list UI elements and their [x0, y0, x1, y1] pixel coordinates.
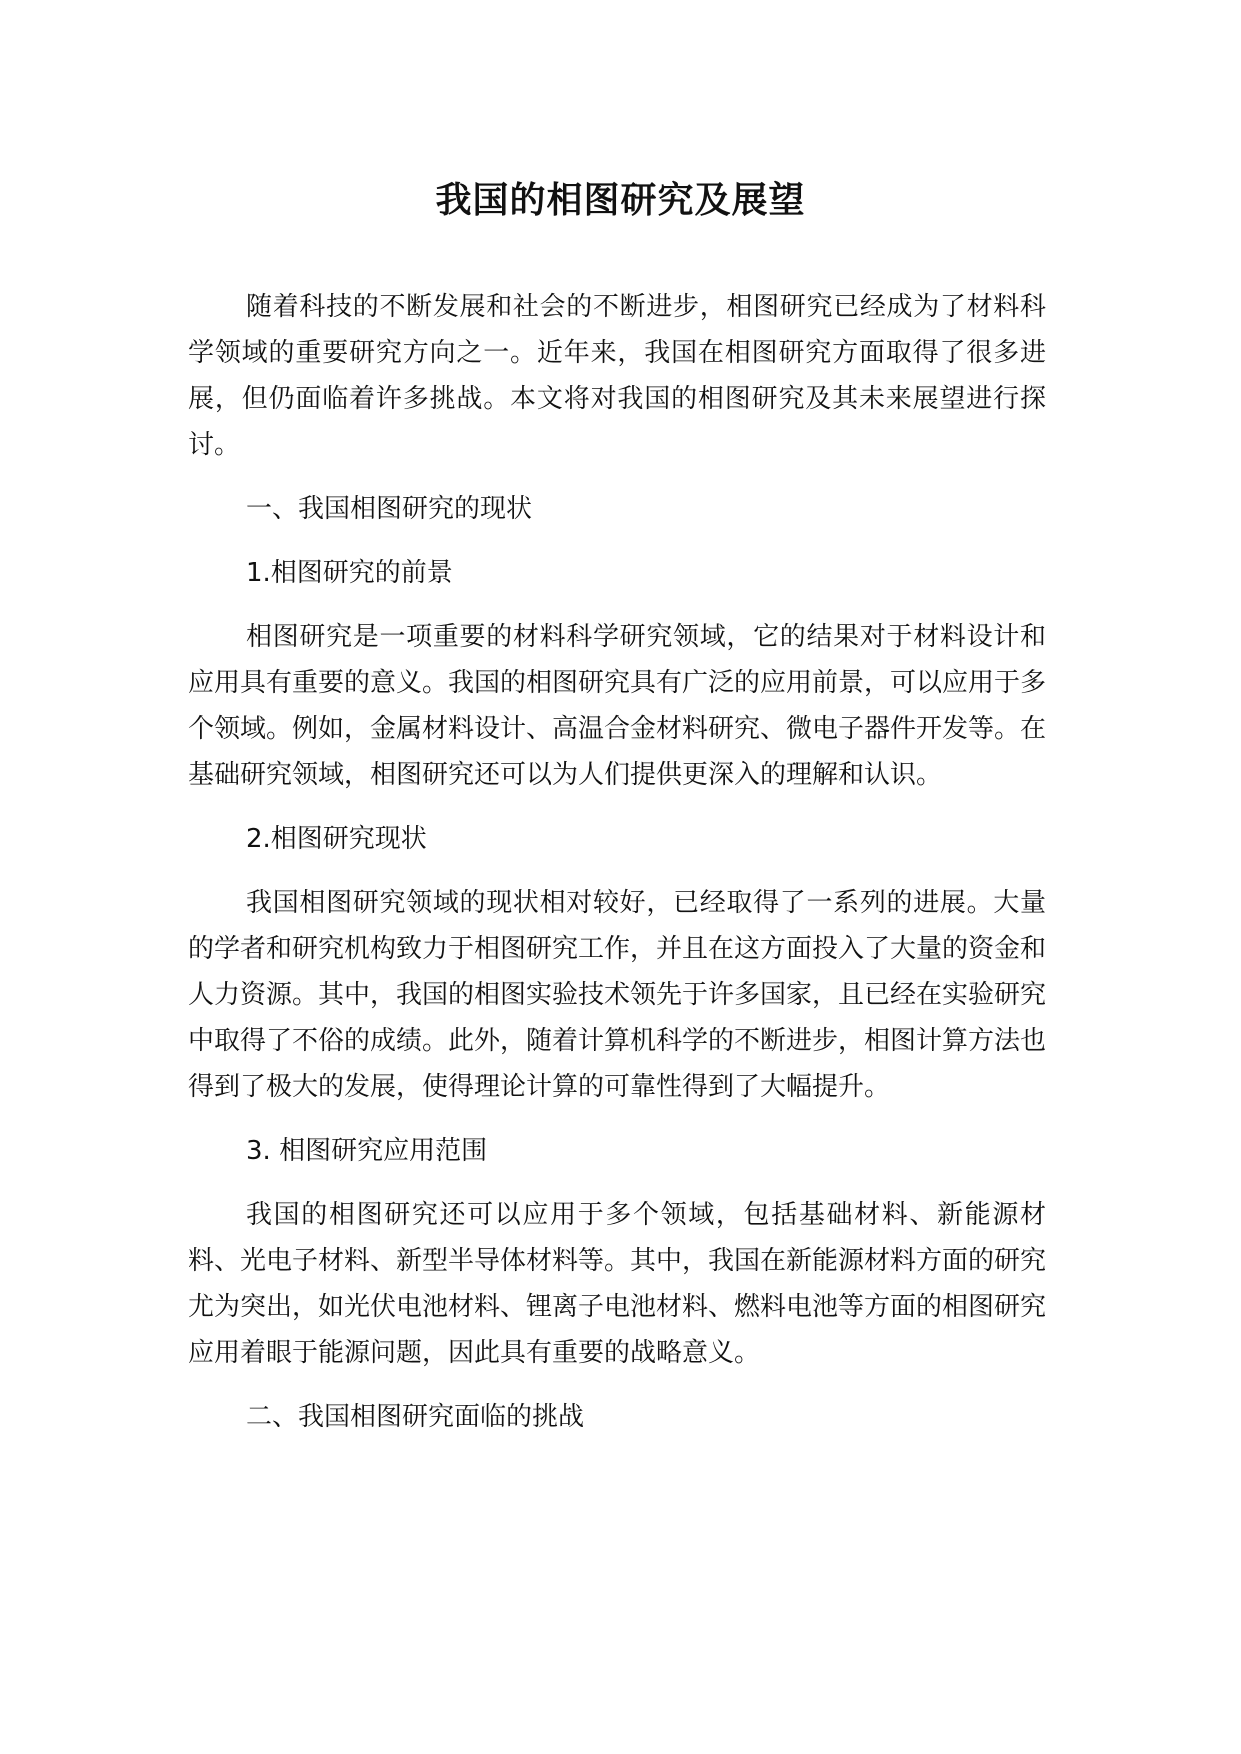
subsection-heading-1-3: 3. 相图研究应用范围 — [246, 1136, 488, 1166]
intro-paragraph: 随着科技的不断发展和社会的不断进步，相图研究已经成为了材料科学领域的重要研究方向之一。近年来，我国在相图研究方面取得了很多进展，但仍面临着许多挑战。本文将对我国的相图研究及其未来展望进行探讨。 — [188, 292, 1046, 460]
paragraph-prospects: 相图研究是一项重要的材料科学研究领域，它的结果对于材料设计和应用具有重要的意义。我国的相图研究具有广泛的应用前景，可以应用于多个领域。例如，金属材料设计、高温合金材料研究、微电子器件开发等。在基础研究领域，相图研究还可以为人们提供更深入的理解和认识。 — [188, 622, 1047, 790]
subsection-heading-1-2: 2.相图研究现状 — [246, 824, 427, 854]
section-heading-1: 一、我国相图研究的现状 — [246, 494, 533, 524]
section-heading-2: 二、我国相图研究面临的挑战 — [246, 1402, 585, 1432]
subsection-heading-1-1: 1.相图研究的前景 — [246, 558, 453, 588]
paragraph-applications: 我国的相图研究还可以应用于多个领域，包括基础材料、新能源材料、光电子材料、新型半导体材料等。其中，我国在新能源材料方面的研究尤为突出，如光伏电池材料、锂离子电池材料、燃料电池等方面的相图研究应用着眼于能源问题，因此具有重要的战略意义。 — [188, 1200, 1047, 1368]
document-title: 我国的相图研究及展望 — [435, 180, 806, 221]
document-body — [188, 284, 1046, 1458]
paragraph-status: 我国相图研究领域的现状相对较好，已经取得了一系列的进展。大量的学者和研究机构致力于相图研究工作，并且在这方面投入了大量的资金和人力资源。其中，我国的相图实验技术领先于许多国家，且已经在实验研究中取得了不俗的成绩。此外，随着计算机科学的不断进步，相图计算方法也得到了极大的发展，使得理论计算的可靠性得到了大幅提升。 — [188, 888, 1047, 1102]
